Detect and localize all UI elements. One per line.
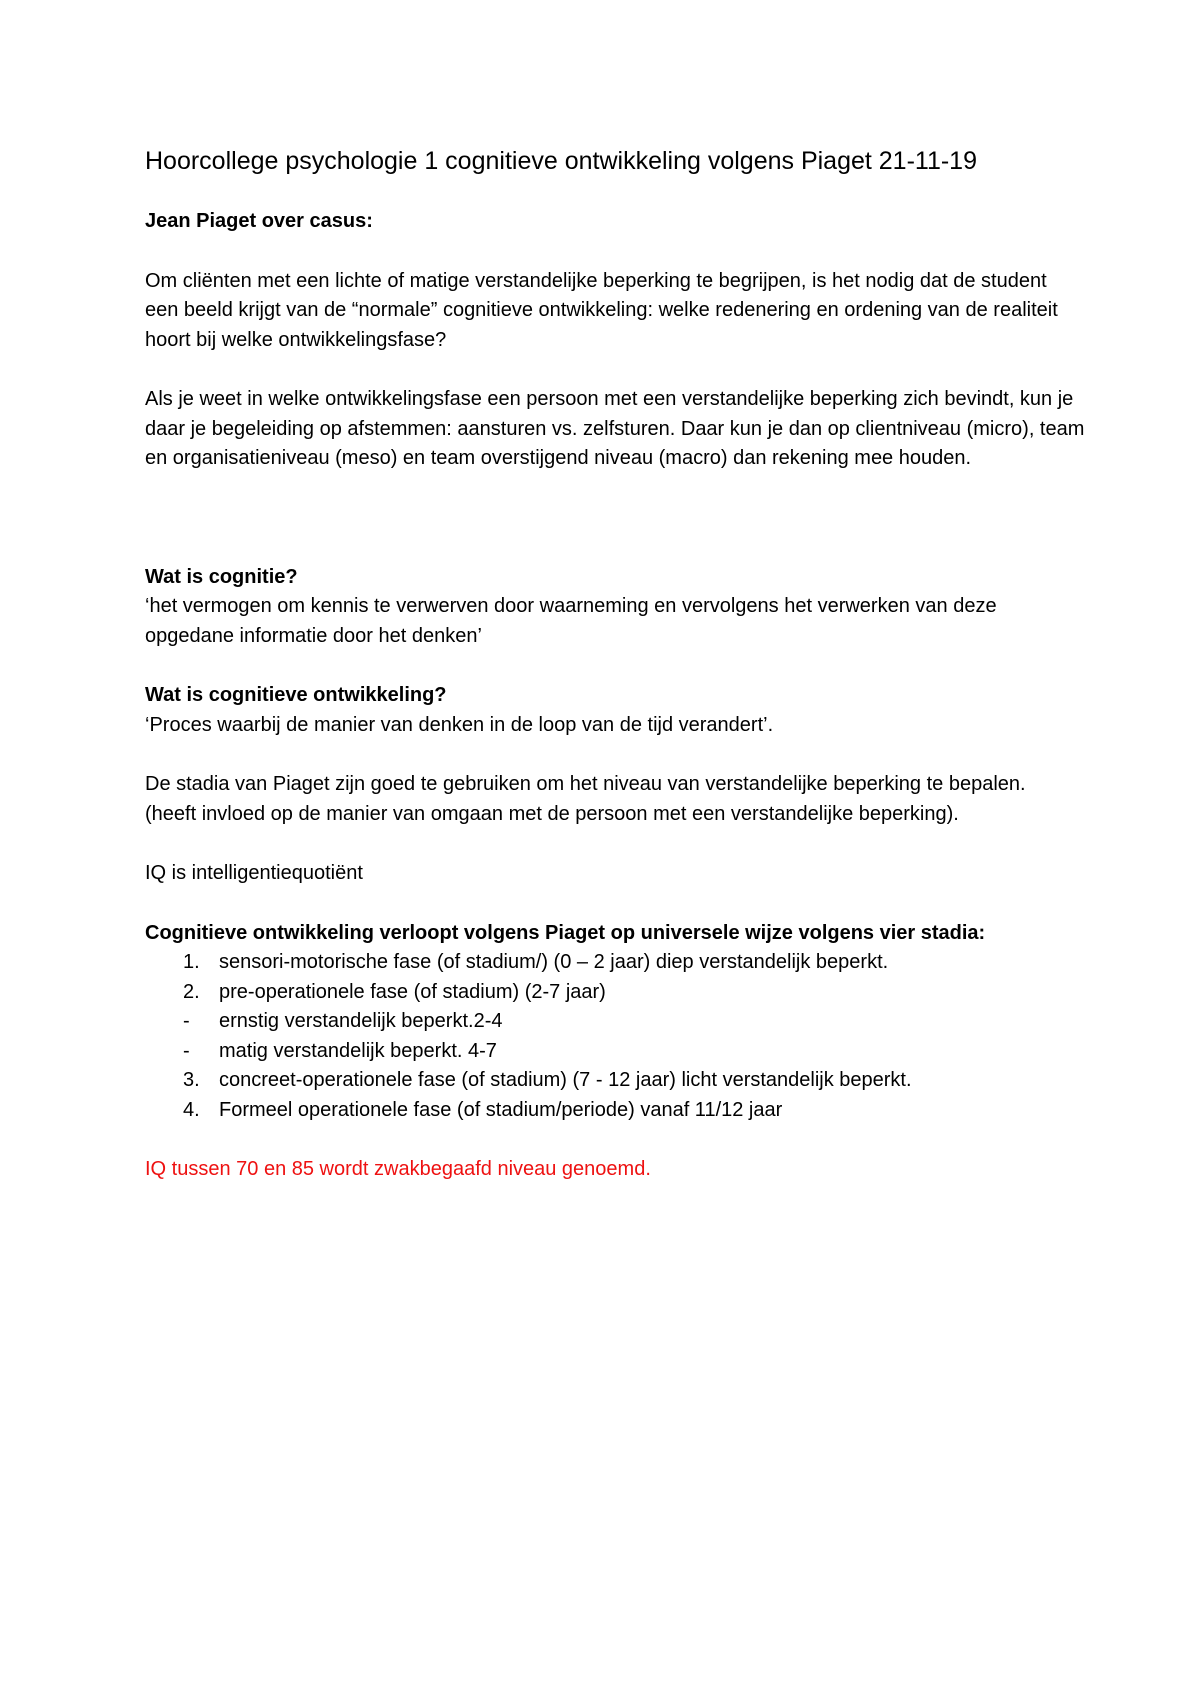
ontwikkeling-definition: ‘Proces waarbij de manier van denken in de loop van de tijd verandert’. bbox=[145, 713, 774, 736]
stage-marker: 4. bbox=[183, 1098, 200, 1121]
stages-list bbox=[145, 948, 1085, 1125]
stage-marker: 2. bbox=[183, 980, 200, 1003]
stage-item bbox=[145, 1096, 1085, 1126]
stadia-note-line-2: (heeft invloed op de manier van omgaan met de persoon met een verstandelijke beperking). bbox=[145, 802, 959, 825]
stage-item bbox=[145, 1037, 1085, 1067]
casus-heading: Jean Piaget over casus: bbox=[145, 210, 373, 232]
stage-text: Formeel operationele fase (of stadium/periode) vanaf 11/12 jaar bbox=[219, 1098, 783, 1121]
stage-item bbox=[145, 1007, 1085, 1037]
stage-item bbox=[145, 948, 1085, 978]
stadia-note-line-1: De stadia van Piaget zijn goed te gebruiken om het niveau van verstandelijke beperking te bepalen. bbox=[145, 773, 1026, 795]
stage-item bbox=[145, 978, 1085, 1008]
casus-paragraph-2: Als je weet in welke ontwikkelingsfase een persoon met een verstandelijke beperking zich bevindt, kun je daar je begeleiding op afstemmen: aansturen vs. zelfsturen. Daar kun je dan op clientniveau (micro), team en organisatieniveau (meso) en team overstijgend niveau (macro) dan rekening mee houden. bbox=[145, 388, 1085, 469]
stage-marker: 1. bbox=[183, 951, 200, 973]
stage-text: pre-operationele fase (of stadium) (2-7 jaar) bbox=[219, 980, 606, 1003]
stage-marker: 3. bbox=[183, 1069, 200, 1091]
document-page bbox=[145, 145, 1085, 1185]
iq-note: IQ is intelligentiequotiënt bbox=[145, 862, 363, 884]
ontwikkeling-heading: Wat is cognitieve ontwikkeling? bbox=[145, 684, 447, 706]
casus-paragraph-1: Om cliënten met een lichte of matige verstandelijke beperking te begrijpen, is het nodig dat de student een beeld krijgt van de “normale” cognitieve ontwikkeling: welke redenering en ordening van de realiteit hoort bij welke ontwikkelingsfase? bbox=[145, 269, 1058, 351]
stage-text: concreet-operationele fase (of stadium) (7 - 12 jaar) licht verstandelijk beperkt. bbox=[219, 1069, 912, 1091]
stage-marker: - bbox=[183, 1010, 190, 1032]
cognitie-heading: Wat is cognitie? bbox=[145, 565, 298, 588]
highlight-note: IQ tussen 70 en 85 wordt zwakbegaafd niveau genoemd. bbox=[145, 1158, 651, 1180]
stages-heading: Cognitieve ontwikkeling verloopt volgens Piaget op universele wijze volgens vier stadia: bbox=[145, 921, 986, 944]
cognitie-definition: ‘het vermogen om kennis te verwerven door waarneming en vervolgens het verwerken van deze opgedane informatie door het denken’ bbox=[145, 595, 997, 647]
stage-text: ernstig verstandelijk beperkt.2-4 bbox=[219, 1010, 503, 1032]
stage-marker: - bbox=[183, 1039, 190, 1062]
stage-text: matig verstandelijk beperkt. 4-7 bbox=[219, 1039, 497, 1062]
stage-text: sensori-motorische fase (of stadium/) (0 – 2 jaar) diep verstandelijk beperkt. bbox=[219, 951, 889, 973]
stage-item bbox=[145, 1066, 1085, 1096]
document-title: Hoorcollege psychologie 1 cognitieve ontwikkeling volgens Piaget 21-11-19 bbox=[145, 147, 977, 175]
